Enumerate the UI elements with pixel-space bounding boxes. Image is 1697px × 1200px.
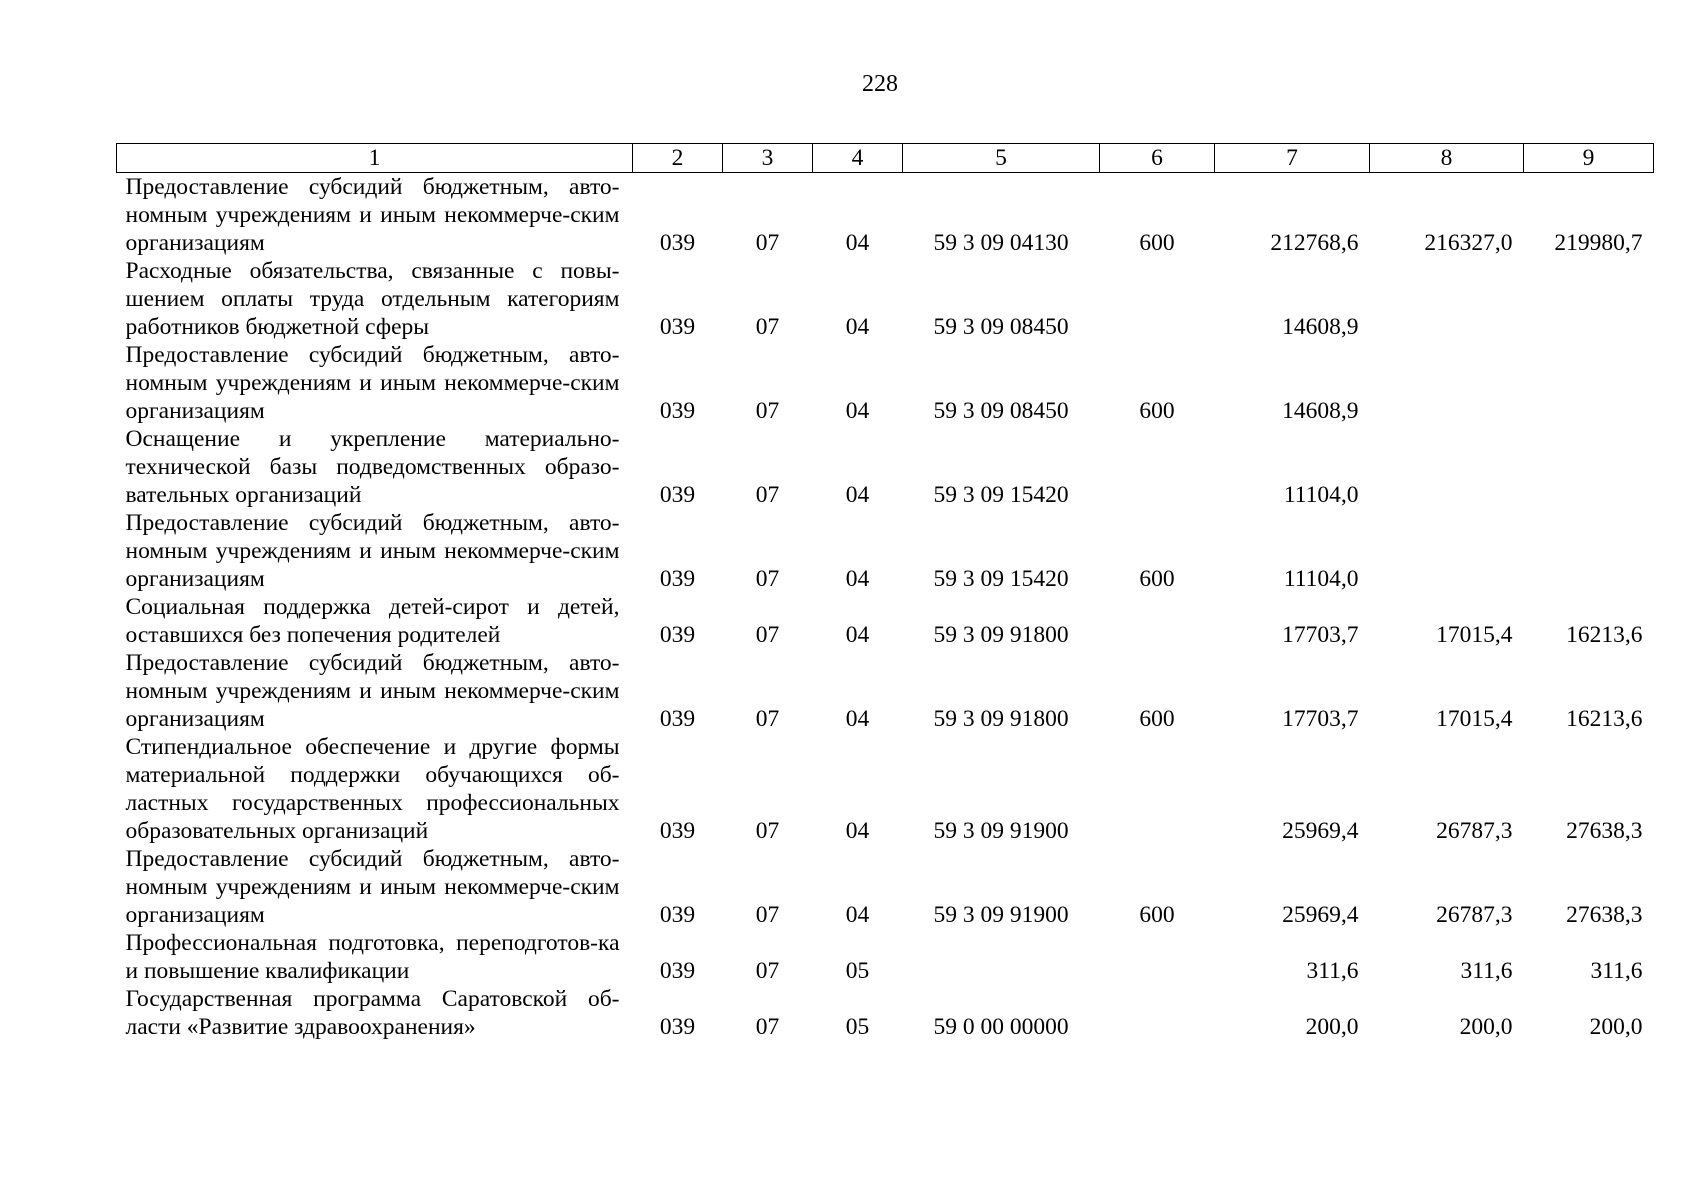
row-expense-type-code [1100, 425, 1215, 509]
table-row [117, 341, 1654, 425]
row-description: Социальная поддержка детей-сирот и детей, оставшихся без попечения родителей [125, 594, 620, 648]
row-amount-col8: 26787,3 [1436, 902, 1513, 928]
row-subsection-code: 04 [845, 622, 870, 648]
row-expense-type-code: 600 [1139, 230, 1175, 256]
row-amount-col9: 27638,3 [1566, 818, 1643, 844]
row-amount-col7: 311,6 [1306, 958, 1359, 984]
row-description: Предоставление субсидий бюджетным, авто-номным учреждениям и иным некоммерче-ским организациям [125, 846, 620, 928]
header-cell-2: 2 [633, 144, 723, 173]
row-amount-col9: 311,6 [1590, 958, 1643, 984]
row-amount-col9 [1524, 341, 1654, 425]
row-target-article-code: 59 3 09 15420 [933, 566, 1069, 592]
row-amount-col9 [1524, 257, 1654, 341]
row-expense-type-code: 600 [1139, 398, 1175, 424]
row-description: Стипендиальное обеспечение и другие формы материальной поддержки обучающихся об-ластных государственных профессиональных образовательных организаций [125, 734, 620, 844]
row-ministry-code: 039 [659, 706, 696, 732]
row-amount-col9: 16213,6 [1566, 706, 1643, 732]
row-section-code: 07 [755, 706, 780, 732]
row-amount-col7: 11104,0 [1283, 482, 1359, 508]
row-target-article-code: 59 3 09 91800 [933, 622, 1069, 648]
row-ministry-code: 039 [659, 230, 696, 256]
header-cell-6: 6 [1100, 144, 1215, 173]
row-expense-type-code: 600 [1139, 706, 1175, 732]
row-amount-col8 [1370, 509, 1524, 593]
row-amount-col8: 17015,4 [1436, 622, 1513, 648]
page-number: 228 [862, 71, 898, 97]
row-subsection-code: 04 [845, 706, 870, 732]
row-subsection-code: 04 [845, 902, 870, 928]
row-amount-col8: 216327,0 [1424, 230, 1513, 256]
row-ministry-code: 039 [659, 818, 696, 844]
row-subsection-code: 04 [845, 314, 870, 340]
row-amount-col9: 200,0 [1589, 1014, 1643, 1040]
row-amount-col9: 219980,7 [1554, 230, 1643, 256]
row-description: Расходные обязательства, связанные с повы-шением оплаты труда отдельным категориям работников бюджетной сферы [125, 258, 620, 340]
row-target-article-code: 59 3 09 08450 [933, 398, 1069, 424]
table-row [117, 173, 1654, 258]
header-cell-7: 7 [1215, 144, 1370, 173]
row-target-article-code: 59 3 09 04130 [933, 230, 1069, 256]
row-amount-col7: 14608,9 [1282, 398, 1359, 424]
row-amount-col7: 212768,6 [1270, 230, 1359, 256]
header-cell-8: 8 [1370, 144, 1524, 173]
row-subsection-code: 04 [845, 398, 870, 424]
row-subsection-code: 04 [845, 230, 870, 256]
row-description: Оснащение и укрепление материально-технической базы подведомственных образо-вательных организаций [125, 426, 620, 508]
row-amount-col8: 200,0 [1459, 1014, 1513, 1040]
row-ministry-code: 039 [659, 622, 696, 648]
row-section-code: 07 [755, 482, 780, 508]
header-cell-4: 4 [813, 144, 903, 173]
table-body [117, 173, 1654, 1042]
row-target-article-code: 59 3 09 15420 [933, 482, 1069, 508]
row-description: Предоставление субсидий бюджетным, авто-номным учреждениям и иным некоммерче-ским организациям [125, 650, 620, 732]
row-amount-col7: 200,0 [1305, 1014, 1359, 1040]
row-ministry-code: 039 [659, 958, 696, 984]
row-amount-col8 [1370, 425, 1524, 509]
row-target-article-code: 59 3 09 91900 [933, 818, 1069, 844]
row-target-article-code: 59 0 00 00000 [933, 1014, 1069, 1040]
row-ministry-code: 039 [659, 314, 696, 340]
row-amount-col7: 17703,7 [1282, 622, 1359, 648]
table-header [117, 144, 1654, 173]
row-description: Профессиональная подготовка, переподготов-ка и повышение квалификации [125, 930, 620, 984]
header-cell-5: 5 [903, 144, 1100, 173]
row-amount-col7: 11104,0 [1283, 566, 1359, 592]
row-target-article-code [903, 929, 1100, 985]
row-ministry-code: 039 [659, 482, 696, 508]
table-row [117, 257, 1654, 341]
row-amount-col8: 17015,4 [1436, 706, 1513, 732]
row-target-article-code: 59 3 09 91900 [933, 902, 1069, 928]
row-description: Государственная программа Саратовской об-ласти «Развитие здравоохранения» [125, 986, 620, 1040]
row-amount-col7: 25969,4 [1282, 902, 1359, 928]
row-amount-col8: 311,6 [1460, 958, 1513, 984]
row-section-code: 07 [755, 902, 780, 928]
row-amount-col7: 25969,4 [1282, 818, 1359, 844]
row-section-code: 07 [755, 566, 780, 592]
row-description: Предоставление субсидий бюджетным, авто-номным учреждениям и иным некоммерче-ским организациям [125, 510, 620, 592]
header-row [117, 144, 1654, 173]
row-amount-col7: 17703,7 [1282, 706, 1359, 732]
row-section-code: 07 [755, 622, 780, 648]
row-expense-type-code: 600 [1139, 566, 1175, 592]
header-cell-1: 1 [117, 144, 633, 173]
table-row [117, 425, 1654, 509]
row-amount-col9: 16213,6 [1566, 622, 1643, 648]
row-subsection-code: 04 [845, 482, 870, 508]
row-amount-col8 [1370, 257, 1524, 341]
budget-table [116, 143, 1654, 1041]
row-amount-col8 [1370, 341, 1524, 425]
row-subsection-code: 04 [845, 818, 870, 844]
row-ministry-code: 039 [659, 1014, 696, 1040]
row-expense-type-code [1100, 257, 1215, 341]
row-amount-col8: 26787,3 [1436, 818, 1513, 844]
row-amount-col9: 27638,3 [1566, 902, 1643, 928]
header-cell-9: 9 [1524, 144, 1654, 173]
row-expense-type-code: 600 [1139, 902, 1175, 928]
table-row [117, 593, 1654, 649]
row-section-code: 07 [755, 958, 780, 984]
row-description: Предоставление субсидий бюджетным, авто-номным учреждениям и иным некоммерче-ским организациям [125, 174, 620, 256]
row-section-code: 07 [755, 1014, 780, 1040]
row-target-article-code: 59 3 09 91800 [933, 706, 1069, 732]
row-subsection-code: 05 [845, 1014, 870, 1040]
row-section-code: 07 [755, 314, 780, 340]
row-section-code: 07 [755, 398, 780, 424]
row-description: Предоставление субсидий бюджетным, авто-номным учреждениям и иным некоммерче-ским организациям [125, 342, 620, 424]
row-section-code: 07 [755, 818, 780, 844]
row-expense-type-code [1100, 929, 1215, 985]
row-section-code: 07 [755, 230, 780, 256]
table-row [117, 985, 1654, 1041]
header-cell-3: 3 [723, 144, 813, 173]
row-target-article-code: 59 3 09 08450 [933, 314, 1069, 340]
row-expense-type-code [1100, 985, 1215, 1041]
row-ministry-code: 039 [659, 902, 696, 928]
row-ministry-code: 039 [659, 398, 696, 424]
row-amount-col7: 14608,9 [1282, 314, 1359, 340]
table-row [117, 649, 1654, 733]
table-row [117, 733, 1654, 845]
table-row [117, 845, 1654, 929]
row-subsection-code: 05 [845, 958, 870, 984]
row-expense-type-code [1100, 593, 1215, 649]
table-row [117, 929, 1654, 985]
row-amount-col9 [1524, 509, 1654, 593]
row-ministry-code: 039 [659, 566, 696, 592]
row-subsection-code: 04 [845, 566, 870, 592]
table-row [117, 509, 1654, 593]
row-expense-type-code [1100, 733, 1215, 845]
row-amount-col9 [1524, 425, 1654, 509]
